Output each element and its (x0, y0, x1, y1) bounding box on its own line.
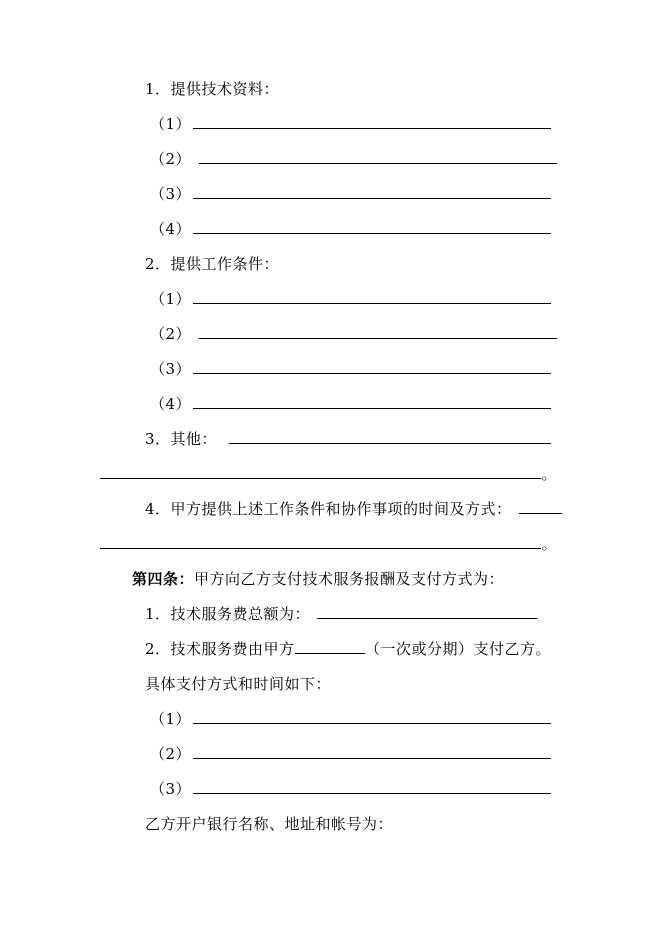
clause4-payment-blank1 (100, 708, 551, 743)
item-label: 2．提供工作条件： (145, 255, 280, 273)
paren-number: （2） (150, 150, 192, 168)
clause4-payment-blank3 (100, 778, 551, 813)
clause3-item2-blank2 (100, 323, 557, 358)
clause3-item1-blank4 (100, 218, 551, 253)
fill-in-blank-line (193, 116, 551, 129)
item-label: 乙方开户银行名称、地址和帐号为： (145, 815, 394, 833)
clause3-item1-blank2 (100, 148, 557, 183)
paren-number: （2） (150, 325, 192, 343)
clause3-item2-blank1 (100, 288, 551, 323)
item-label: 2．技术服务费由甲方 (145, 640, 295, 658)
fill-in-blank-line (295, 641, 365, 654)
clause3-item1-heading (100, 78, 551, 113)
clause4-item1-fee-total (100, 603, 537, 638)
paren-number: （4） (150, 395, 192, 413)
fill-in-blank-line (193, 361, 551, 374)
fill-in-blank-line (193, 221, 551, 234)
fill-in-blank-line (193, 711, 551, 724)
fill-in-blank-line (100, 466, 541, 479)
item-label: 3．其他： (145, 430, 218, 448)
clause-number: 第四条： (132, 570, 195, 588)
paren-number: （4） (150, 220, 192, 238)
paren-number: （2） (150, 745, 192, 763)
fill-in-blank-line (193, 746, 551, 759)
period-mark: 。 (541, 465, 557, 483)
item-label: 1．技术服务费总额为： (145, 605, 311, 623)
fill-in-blank-line (193, 291, 551, 304)
period-mark: 。 (541, 535, 557, 553)
continuation-line-2 (100, 533, 557, 568)
fill-in-blank-line (199, 151, 557, 164)
paren-number: （3） (150, 360, 192, 378)
clause4-item2-fee-payment (100, 638, 551, 673)
clause-title: 甲方向乙方支付技术服务报酬及支付方式为： (194, 570, 505, 588)
clause3-item2-heading (100, 253, 551, 288)
item-label: 1．提供技术资料： (145, 80, 280, 98)
item-label-tail: （一次或分期）支付乙方。 (364, 640, 551, 658)
fill-in-blank-line (193, 396, 551, 409)
clause4-payment-detail-heading (100, 673, 551, 708)
paren-number: （3） (150, 185, 192, 203)
clause4-heading (100, 568, 551, 603)
fill-in-blank-line (199, 326, 557, 339)
clause4-payment-blank2 (100, 743, 551, 778)
fill-in-blank-line (100, 536, 541, 549)
fill-in-blank-line (193, 781, 551, 794)
clause3-item1-blank3 (100, 183, 551, 218)
fill-in-blank-line (519, 501, 562, 514)
paren-number: （1） (150, 710, 192, 728)
paren-number: （1） (150, 115, 192, 133)
clause3-item2-blank3 (100, 358, 551, 393)
item-label: 4．甲方提供上述工作条件和协作事项的时间及方式： (145, 500, 512, 518)
fill-in-blank-line (193, 186, 551, 199)
clause3-item1-blank1 (100, 113, 551, 148)
clause3-item3-other (100, 428, 551, 463)
bank-info-label (100, 813, 551, 848)
clause3-item2-blank4 (100, 393, 551, 428)
fill-in-blank-line (229, 431, 551, 444)
fill-in-blank-line (317, 606, 537, 619)
continuation-line-1 (100, 463, 557, 498)
clause3-item4 (100, 498, 562, 533)
paren-number: （3） (150, 780, 192, 798)
item-label: 具体支付方式和时间如下： (145, 675, 332, 693)
paren-number: （1） (150, 290, 192, 308)
